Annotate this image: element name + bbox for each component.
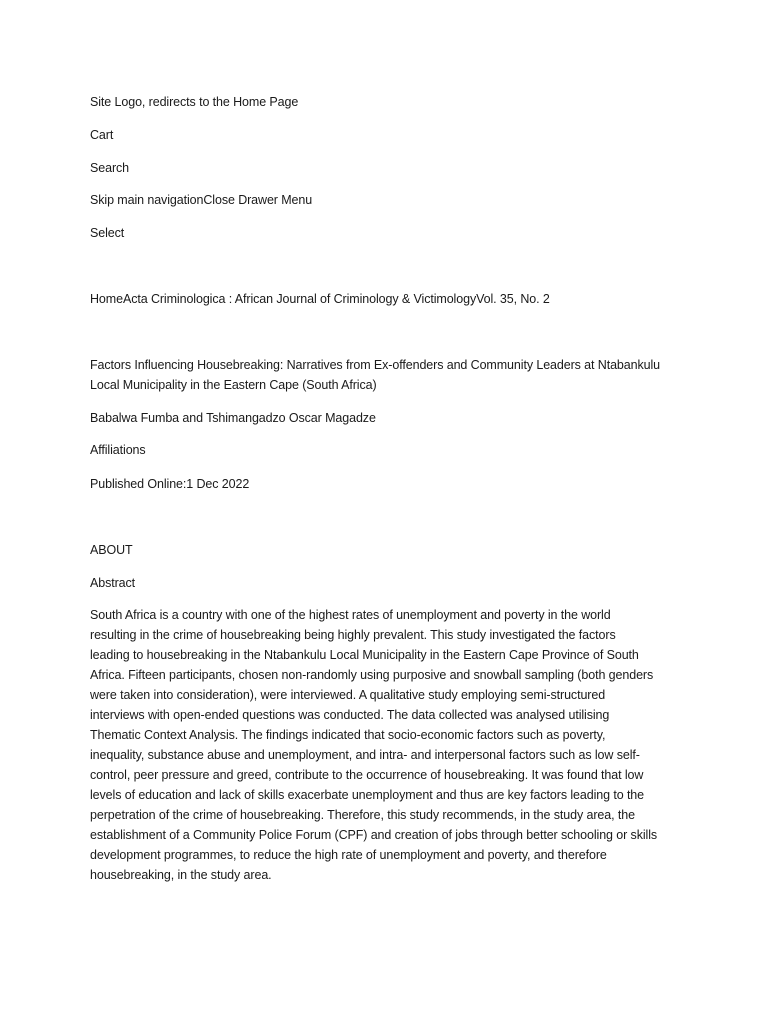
abstract-line: Africa. Fifteen participants, chosen non-randomly using purposive and snowball sampling (both genders bbox=[90, 668, 654, 682]
abstract-line: perpetration of the crime of housebreaking. Therefore, this study recommends, in the study area, the bbox=[90, 808, 635, 822]
article-title-line: Local Municipality in the Eastern Cape (South Africa) bbox=[90, 378, 377, 392]
close-drawer-menu-button[interactable]: Close Drawer Menu bbox=[203, 193, 313, 207]
abstract-line: housebreaking, in the study area. bbox=[90, 868, 272, 882]
abstract-line: resulting in the crime of housebreaking being highly prevalent. This study investigated the factors bbox=[90, 628, 616, 642]
abstract-line: establishment of a Community Police Forum (CPF) and creation of jobs through better schooling or skills bbox=[90, 828, 658, 842]
tab-about[interactable]: ABOUT bbox=[90, 543, 133, 557]
abstract-line: inequality, substance abuse and unemployment, and intra- and interpersonal factors such as low self- bbox=[90, 748, 640, 762]
abstract-line: South Africa is a country with one of the highest rates of unemployment and poverty in the world bbox=[90, 608, 611, 622]
article-title-line: Factors Influencing Housebreaking: Narratives from Ex-offenders and Community Leaders at Ntabankulu bbox=[90, 358, 661, 372]
search-link[interactable]: Search bbox=[90, 161, 130, 175]
abstract-line: levels of education and lack of skills exacerbate unemployment and thus are key factors leading to the bbox=[90, 788, 645, 802]
drawer-controls bbox=[90, 190, 312, 210]
skip-main-navigation-link[interactable]: Skip main navigation bbox=[90, 193, 204, 207]
abstract-line: development programmes, to reduce the high rate of unemployment and poverty, and therefore bbox=[90, 848, 607, 862]
breadcrumb bbox=[90, 289, 550, 309]
select-control[interactable]: Select bbox=[90, 226, 125, 240]
breadcrumb-issue[interactable]: Vol. 35, No. 2 bbox=[476, 292, 550, 306]
abstract-heading: Abstract bbox=[90, 576, 136, 590]
cart-link[interactable]: Cart bbox=[90, 128, 114, 142]
abstract-line: Thematic Context Analysis. The findings indicated that socio-economic factors such as poverty, bbox=[90, 728, 606, 742]
published-date: Published Online:1 Dec 2022 bbox=[90, 477, 250, 491]
site-logo-link[interactable]: Site Logo, redirects to the Home Page bbox=[90, 95, 299, 109]
breadcrumb-journal[interactable]: Acta Criminologica : African Journal of Criminology & Victimology bbox=[122, 292, 477, 306]
breadcrumb-home[interactable]: Home bbox=[90, 292, 123, 306]
abstract-line: leading to housebreaking in the Ntabankulu Local Municipality in the Eastern Cape Province of South bbox=[90, 648, 639, 662]
article-title bbox=[90, 355, 680, 395]
abstract-body bbox=[90, 605, 680, 885]
abstract-line: were taken into consideration), were interviewed. A qualitative study employing semi-structured bbox=[90, 688, 606, 702]
affiliations-toggle[interactable]: Affiliations bbox=[90, 443, 146, 457]
abstract-line: control, peer pressure and greed, contribute to the occurrence of housebreaking. It was found that low bbox=[90, 768, 644, 782]
article-authors: Babalwa Fumba and Tshimangadzo Oscar Magadze bbox=[90, 411, 376, 425]
abstract-line: interviews with open-ended questions was conducted. The data collected was analysed utilising bbox=[90, 708, 610, 722]
